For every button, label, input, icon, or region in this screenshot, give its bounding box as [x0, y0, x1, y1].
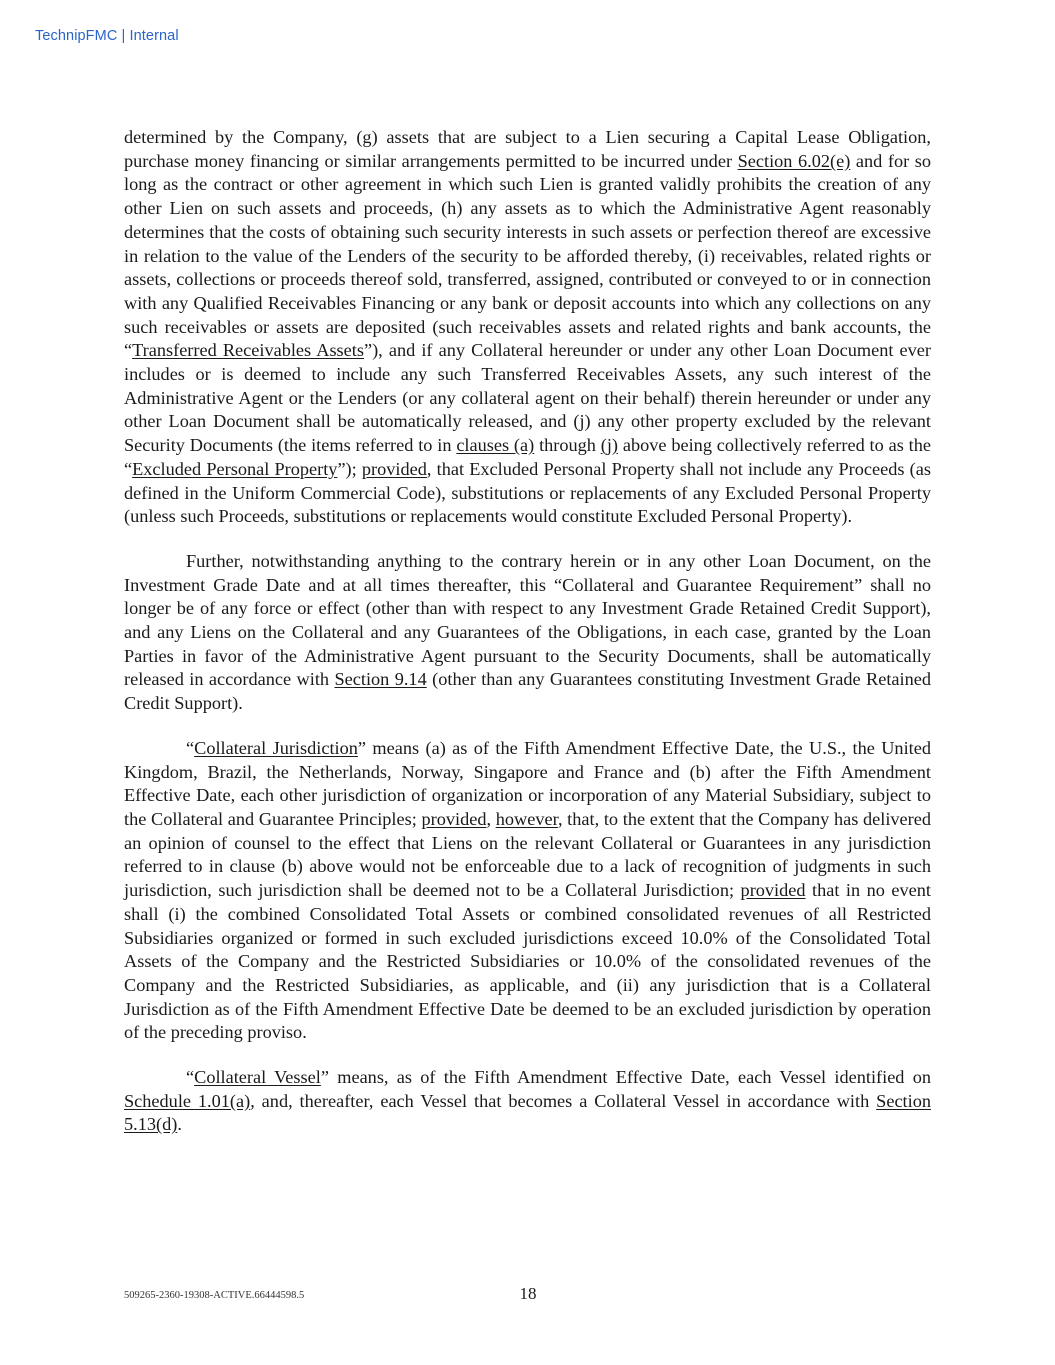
proviso-term: provided: [740, 880, 806, 901]
text-run: , that, to the extent that the Company has delivered an opinion of counsel to the effect that Liens on the relevant Collateral or Guarantees in any jurisdiction referred to in clause (b) above would not be enforceable due to a lack of recognition of judgments in such jurisdiction, such jurisdiction shall be deemed not to be a Collateral Jurisdiction;: [124, 808, 931, 901]
text-run: “: [186, 1067, 195, 1088]
text-run: , and, thereafter, each Vessel that becomes a Collateral Vessel in accordance with: [250, 1090, 877, 1111]
text-run: ” means (a) as of the Fifth Amendment Effective Date, the U.S., the United Kingdom, Brazil, the Netherlands, Norway, Singapore and France and (b) after the Fifth Amendment Effective Date, each other jurisdiction of organization or incorporation of any Material Subsidiary, subject to the Collateral and Guarantee Principles;: [124, 737, 931, 829]
text-run: ,: [486, 808, 496, 829]
document-id: 509265-2360-19308-ACTIVE.66444598.5: [124, 1290, 305, 1301]
text-run: above being collectively referred to as the “: [124, 435, 931, 479]
definition-collateral-vessel: [124, 1066, 931, 1137]
defined-term: Excluded Personal Property: [132, 458, 338, 479]
paragraph-investment-grade: [124, 550, 931, 716]
cross-reference: Schedule 1.01(a): [124, 1090, 251, 1111]
definition-collateral-jurisdiction: [124, 737, 931, 1045]
text-run: , that Excluded Personal Property shall not include any Proceeds (as defined in the Uniform Commercial Code), substitutions or replacements of any Excluded Personal Property (unless such Proceeds, substitutions or replacements would constitute Excluded Personal Property).: [124, 458, 931, 527]
cross-reference: (j): [600, 435, 619, 456]
defined-term: Collateral Jurisdiction: [194, 737, 358, 758]
text-run: .: [177, 1114, 182, 1135]
text-run: Further, notwithstanding anything to the contrary herein or in any other Loan Document, on the Investment Grade Date and at all times thereafter, this “Collateral and Guarantee Requirement” shall no longer be of any force or effect (other than with respect to any Investment Grade Retained Credit Support), and any Liens on the Collateral and any Guarantees of the Obligations, in each case, granted by the Loan Parties in favor of the Administrative Agent pursuant to the Security Documents, shall be automatically released in accordance with: [124, 550, 931, 690]
proviso-term: provided: [361, 458, 427, 479]
page-number: 18: [519, 1284, 537, 1303]
cross-reference: Section 6.02(e): [737, 150, 851, 171]
text-run: and for so long as the contract or other agreement in which such Lien is granted validly prohibits the creation of any other Lien on such assets and proceeds, (h) any assets as to which the Administrative Agent reasonably determines that the costs of obtaining such security interests in such assets or perfection thereof are excessive in relation to the value of the Lenders of the security to be afforded thereby, (i) receivables, related rights or assets, collections or proceeds thereof sold, transferred, assigned, contributed or conveyed to or in connection with any Qualified Receivables Financing or any bank or deposit accounts into which any collections on any such receivables or assets are deposited (such receivables assets and related rights and bank accounts, the “: [124, 150, 932, 361]
cross-reference: Section 9.14: [334, 669, 427, 690]
defined-term: Transferred Receivables Assets: [132, 340, 364, 361]
text-run: ”), and if any Collateral hereunder or under any other Loan Document ever includes or is deemed to include any such Transferred Receivables Assets, any such interest of the Administrative Agent or the Lenders (or any collateral agent on their behalf) therein hereunder or under any other Loan Document shall be automatically released, and (j) any other property excluded by the relevant Security Documents (the items referred to in: [124, 340, 931, 456]
text-run: “: [186, 737, 195, 758]
text-run: ”);: [337, 458, 362, 479]
document-body: [124, 126, 931, 1158]
text-run: (other than any Guarantees constituting Investment Grade Retained Credit Support).: [124, 669, 931, 714]
text-run: through: [534, 435, 601, 456]
text-run: determined by the Company, (g) assets that are subject to a Lien securing a Capital Lease Obligation, purchase money financing or similar arrangements permitted to be incurred under: [124, 127, 931, 171]
text-run: that in no event shall (i) the combined Consolidated Total Assets or combined consolidated revenues of all Restricted Subsidiaries organized or formed in such excluded jurisdictions exceed 10.0% of the Consolidated Total Assets of the Company and the Restricted Subsidiaries or 10.0% of the consolidated revenues of the Company and the Restricted Subsidiaries, as applicable, and (ii) any jurisdiction that is a Collateral Jurisdiction as of the Fifth Amendment Effective Date be deemed to be an excluded jurisdiction by operation of the preceding proviso.: [124, 880, 931, 1043]
cross-reference: clauses (a): [456, 435, 535, 456]
defined-term: Collateral Vessel: [194, 1067, 321, 1088]
classification-label: TechnipFMC | Internal: [35, 28, 179, 44]
cross-reference: Section 5.13(d): [124, 1090, 931, 1135]
proviso-term: provided: [421, 808, 487, 829]
paragraph-excluded-property: [124, 126, 931, 529]
text-run: ” means, as of the Fifth Amendment Effective Date, each Vessel identified on: [320, 1067, 931, 1088]
proviso-term: however: [495, 808, 558, 829]
